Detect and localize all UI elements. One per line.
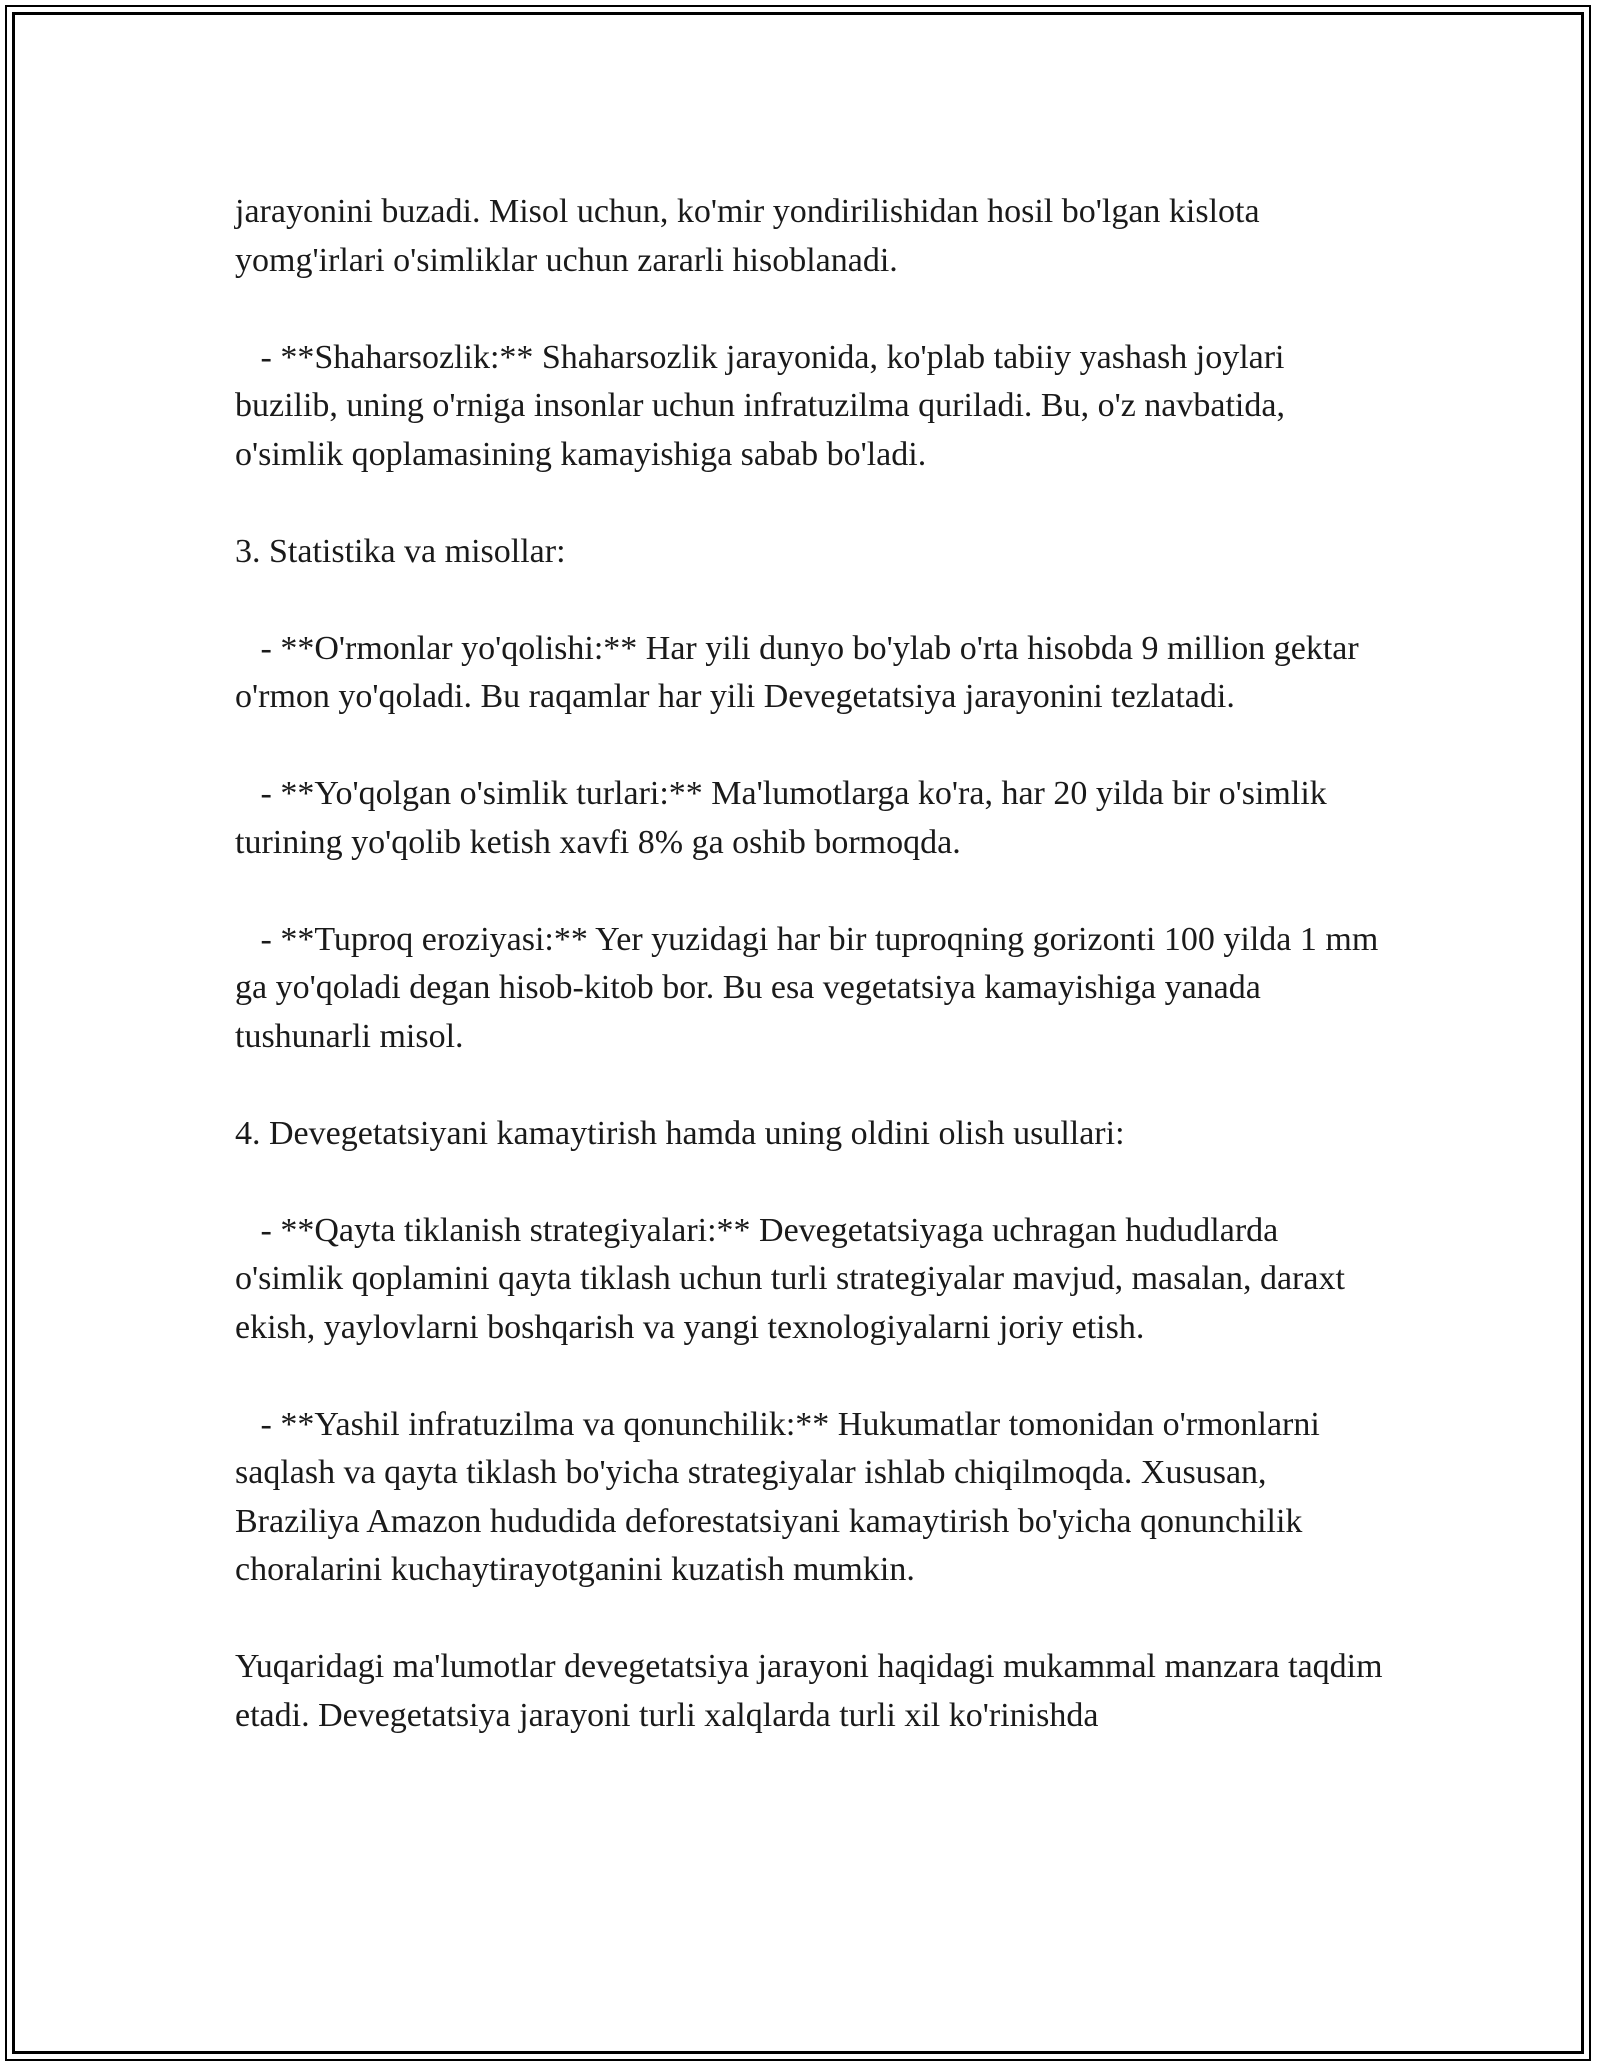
paragraph-acid-rain: jarayonini buzadi. Misol uchun, ko'mir yondirilishidan hosil bo'lgan kislota yomg'irlari o'simliklar uchun zararli hisoblanadi. xyxy=(235,193,1260,279)
paragraph-urbanization: - **Shaharsozlik:** Shaharsozlik jarayonida, ko'plab tabiiy yashash joylari buzilib, uning o'rniga insonlar uchun infratuzilma quriladi. Bu, o'z navbatida, o'simlik qoplamasining kamayishiga sabab bo'ladi. xyxy=(235,338,1294,473)
paragraph-soil-erosion: - **Tuproq eroziyasi:** Yer yuzidagi har bir tuproqning gorizonti 100 yilda 1 mm ga yo'qoladi degan hisob-kitob bor. Bu esa vegetatsiya kamayishiga yanada tushunarli misol. xyxy=(235,920,1387,1055)
paragraph-conclusion: Yuqaridagi ma'lumotlar devegetatsiya jarayoni haqidagi mukammal manzara taqdim etadi. Devegetatsiya jarayoni turli xalqlarda turli xil ko'rinishda xyxy=(235,1648,1383,1734)
heading-statistics: 3. Statistika va misollar: xyxy=(235,532,566,570)
paragraph-forest-loss: - **O'rmonlar yo'qolishi:** Har yili dunyo bo'ylab o'rta hisobda 9 million gektar o'rmon yo'qoladi. Bu raqamlar har yili Devegetatsiya jarayonini tezlatadi. xyxy=(235,629,1368,715)
paragraph-restoration-strategies: - **Qayta tiklanish strategiyalari:** Devegetatsiyaga uchragan hududlarda o'simlik qoplamini qayta tiklash uchun turli strategiyalar mavjud, masalan, daraxt ekish, yaylovlarni boshqarish va yangi texnologiyalarni joriy etish. xyxy=(235,1211,1354,1346)
heading-prevention-methods: 4. Devegetatsiyani kamaytirish hamda uning oldini olish usullari: xyxy=(235,1114,1125,1152)
paragraph-lost-species: - **Yo'qolgan o'simlik turlari:** Ma'lumotlarga ko'ra, har 20 yilda bir o'simlik turining yo'qolib ketish xavfi 8% ga oshib bormoqda. xyxy=(235,775,1336,861)
paragraph-green-infrastructure: - **Yashil infratuzilma va qonunchilik:** Hukumatlar tomonidan o'rmonlarni saqlash va qayta tiklash bo'yicha strategiyalar ishlab chiqilmoqda. Xususan, Braziliya Amazon hududida deforestatsiyani kamaytirish bo'yicha qonunchilik choralarini kuchaytirayotganini kuzatish mumkin. xyxy=(235,1405,1329,1588)
document-body xyxy=(235,188,1385,1789)
